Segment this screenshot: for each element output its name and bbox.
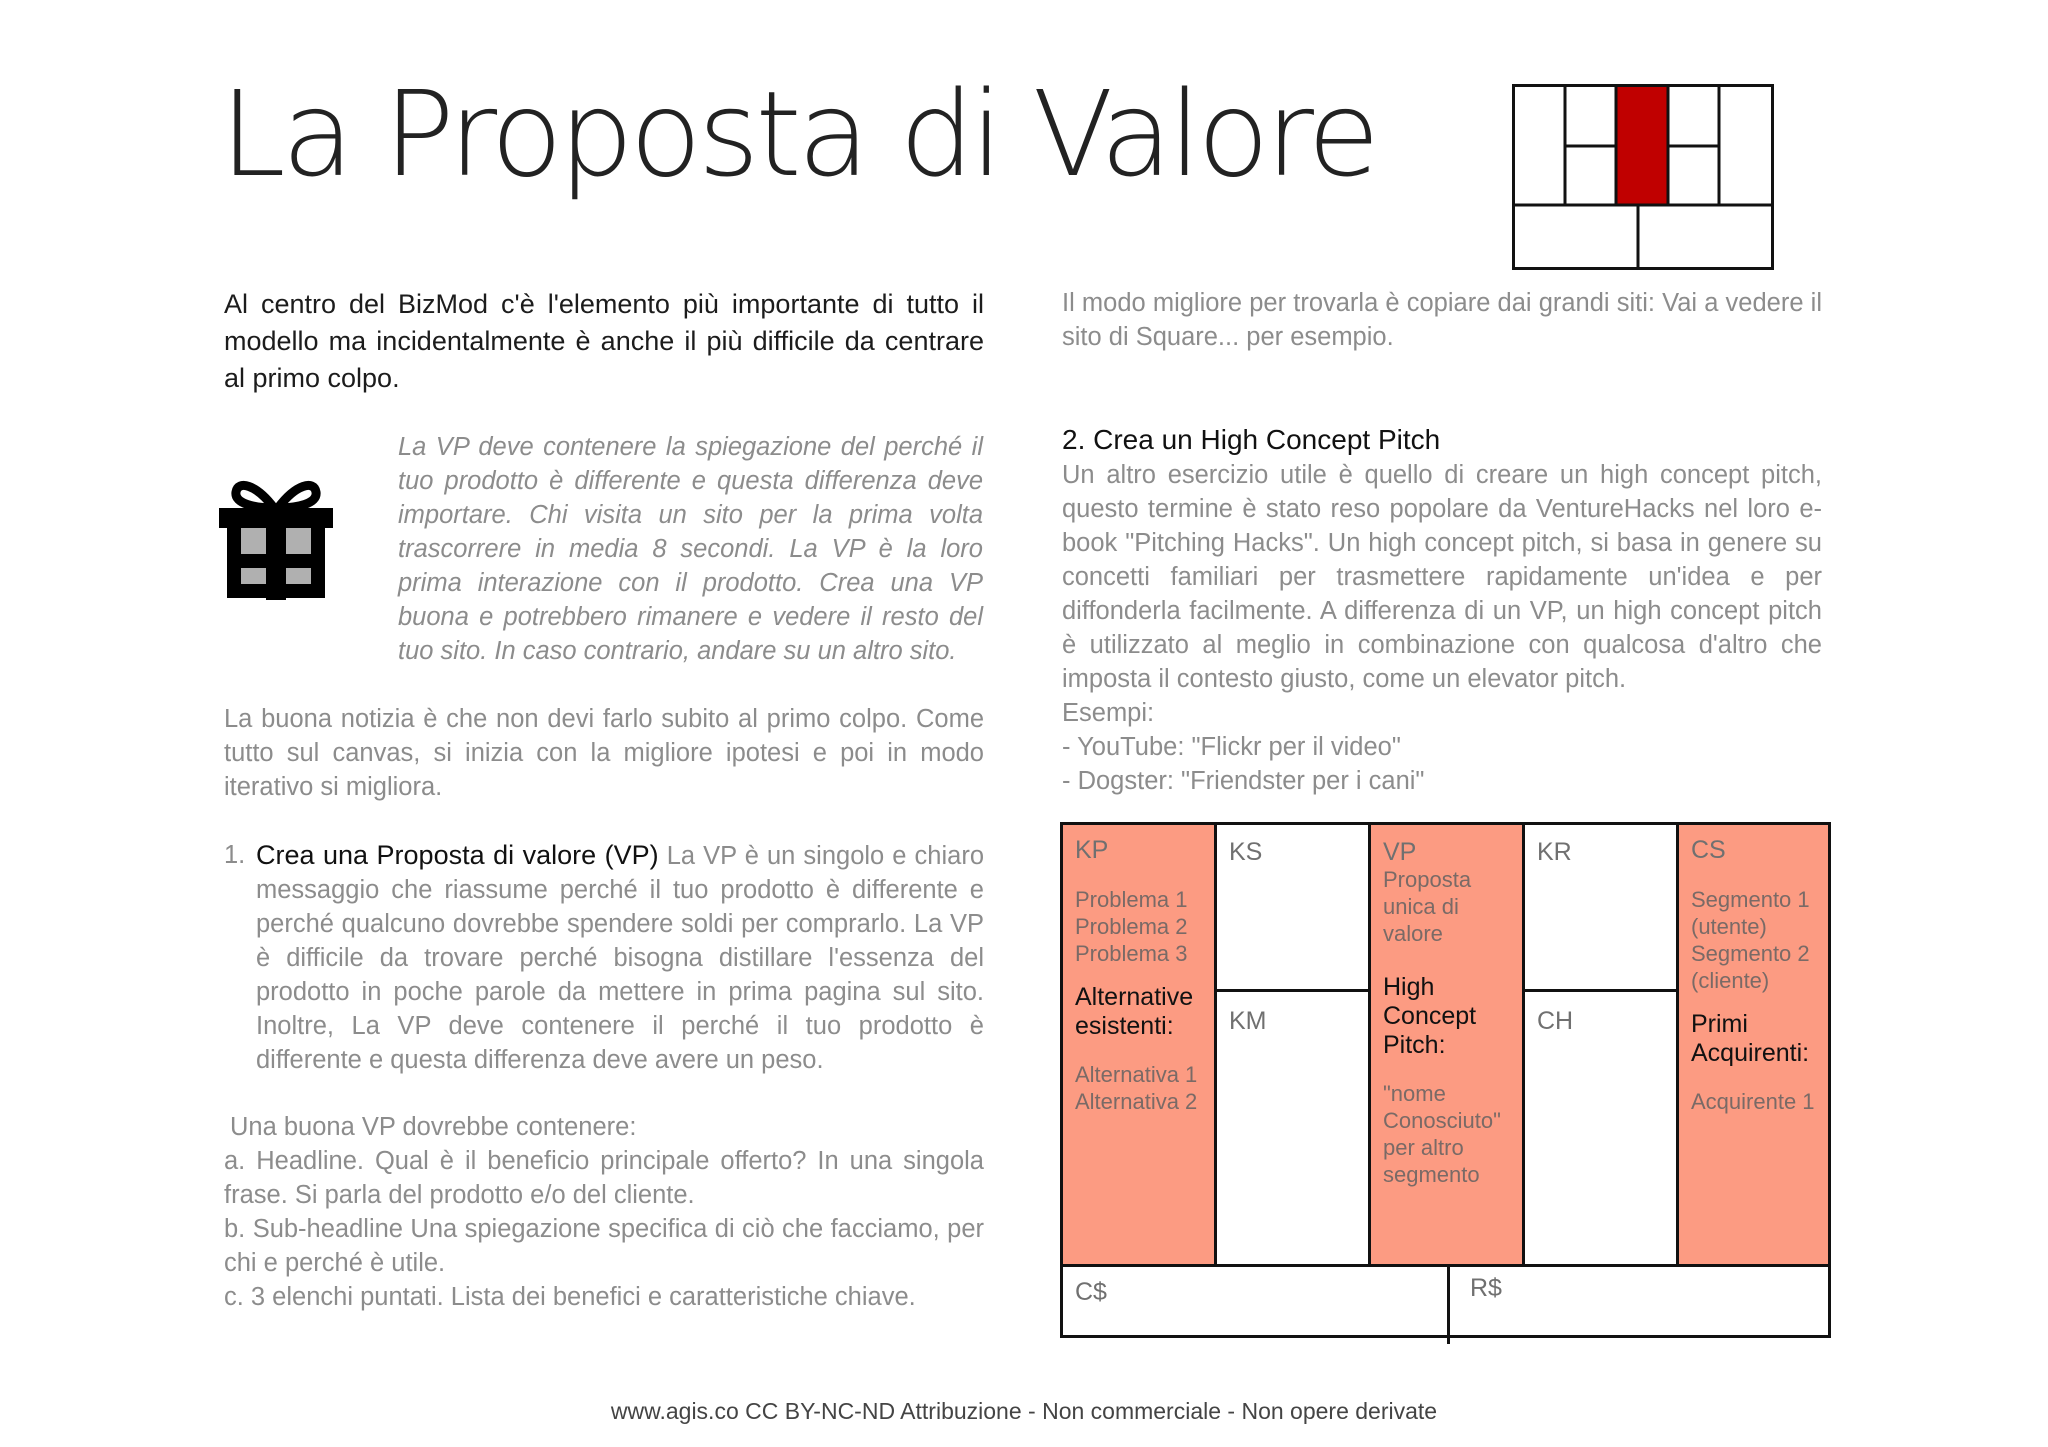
canvas-cell-km [1214,989,1371,1267]
kr-label: KR [1537,838,1572,866]
vp-list-item-a: a. Headline. Qual è il beneficio principale offerto? In una singola frase. Si parla del prodotto e/o del cliente. [224,1147,984,1209]
vp-label: VP [1383,838,1417,866]
vp-heading: High Concept Pitch: [1383,973,1477,1059]
kp-label: KP [1075,836,1109,864]
canvas-thumbnail-icon [1512,84,1774,270]
gift-icon [216,478,336,600]
section-2-heading: 2. Crea un High Concept Pitch [1062,424,1441,455]
step-1-number: 1. [224,841,246,869]
examples-label: Esempi: [1062,699,1155,727]
canvas-cell-revenue [1447,1264,1831,1338]
canvas-divider [1447,1330,1450,1344]
kp-item: Problema 1 [1075,887,1188,912]
canvas-cell-ks [1214,822,1371,992]
vp-contents-list [224,1110,984,1314]
canvas-cell-kr [1522,822,1679,992]
revenue-label: R$ [1470,1274,1502,1302]
section-2-text: Un altro esercizio utile è quello di creare un high concept pitch, questo termine è stato reso popolare da VentureHacks nel loro e-book "Pitching Hacks". Un high concept pitch, si basa in genere su concetti familiari per trasmettere rapidamente un'idea e per diffonderla facilmente. A differenza di un VP, un high concept pitch è utilizzato al meglio in combinazione con qualcosa d'altro che imposta il contesto giusto, come un elevator pitch. [1062,461,1822,693]
step-1-heading: Crea una Proposta di valore (VP) [256,840,659,870]
intro-text: Al centro del BizMod c'è l'elemento più importante di tutto il modello ma incidentalmente è anche il più difficile da centrare al primo colpo. [224,289,984,393]
ks-label: KS [1229,838,1263,866]
right-intro-text: Il modo migliore per trovarla è copiare dai grandi siti: Vai a vedere il sito di Square... per esempio. [1062,289,1822,351]
kp-alt: Alternativa 2 [1075,1089,1198,1114]
kp-item: Problema 2 [1075,914,1188,939]
vp-quote: La VP deve contenere la spiegazione del perché il tuo prodotto è differente e questa differenza deve importare. Chi visita un sito per la prima volta trascorrere in media 8 secondi. La VP è la loro prima interazione con il prodotto. Crea una VP buona e potrebbero rimanere e vedere il resto del tuo sito. In caso contrario, andare su un altro sito. [398,433,983,665]
cs-items: Segmento 1 (utente) Segmento 2 (cliente) [1691,887,1810,993]
canvas-cell-vp [1368,822,1525,1267]
cs-label: CS [1691,836,1726,864]
kp-alt: Alternativa 1 [1075,1062,1198,1087]
example-item: - YouTube: "Flickr per il video" [1062,733,1401,761]
canvas-cell-cost [1060,1264,1450,1338]
vp-list-item-b: b. Sub-headline Una spiegazione specifica di ciò che facciamo, per chi e perché è utile. [224,1215,984,1277]
cs-heading: Primi Acquirenti: [1691,1010,1810,1067]
good-news-paragraph: La buona notizia è che non devi farlo subito al primo colpo. Come tutto sul canvas, si inizia con la migliore ipotesi e poi in modo iterativo si migliora. [224,705,984,801]
page-title: La Proposta di Valore [220,65,1376,203]
canvas-cell-cs [1676,822,1831,1267]
cs-buyer: Acquirente 1 [1691,1089,1815,1114]
canvas-cell-ch [1522,989,1679,1267]
canvas-cell-kp [1060,822,1217,1267]
vp-sub: Proposta unica di valore [1383,867,1472,946]
example-item: - Dogster: "Friendster per i cani" [1062,767,1425,795]
vp-note: "nome Conosciuto" per altro segmento [1383,1081,1501,1187]
footer-license: www.agis.co CC BY-NC-ND Attribuzione - Non commerciale - Non opere derivate [610,1398,1438,1424]
vp-list-item-c: c. 3 elenchi puntati. Lista dei benefici e caratteristiche chiave. [224,1283,916,1311]
vp-list-intro: Una buona VP dovrebbe contenere: [230,1113,637,1141]
kp-heading: Alternative esistenti: [1075,983,1194,1040]
step-1-text: La VP è un singolo e chiaro messaggio che riassume perché il tuo prodotto è differente e perché qualcuno dovrebbe spendere soldi per comprarlo. La VP è difficile da trovare perché bisogna distillare l'essenza del prodotto in poche parole da mettere in prima pagina sul sito. Inoltre, La VP deve contenere il perché il tuo prodotto è differente e questa differenza deve avere un peso. [256,842,984,1074]
kp-item: Problema 3 [1075,941,1188,966]
cost-label: C$ [1075,1278,1107,1306]
section-2-body [1062,458,1822,798]
ch-label: CH [1537,1007,1574,1035]
step-1 [224,838,984,1077]
km-label: KM [1229,1007,1267,1035]
